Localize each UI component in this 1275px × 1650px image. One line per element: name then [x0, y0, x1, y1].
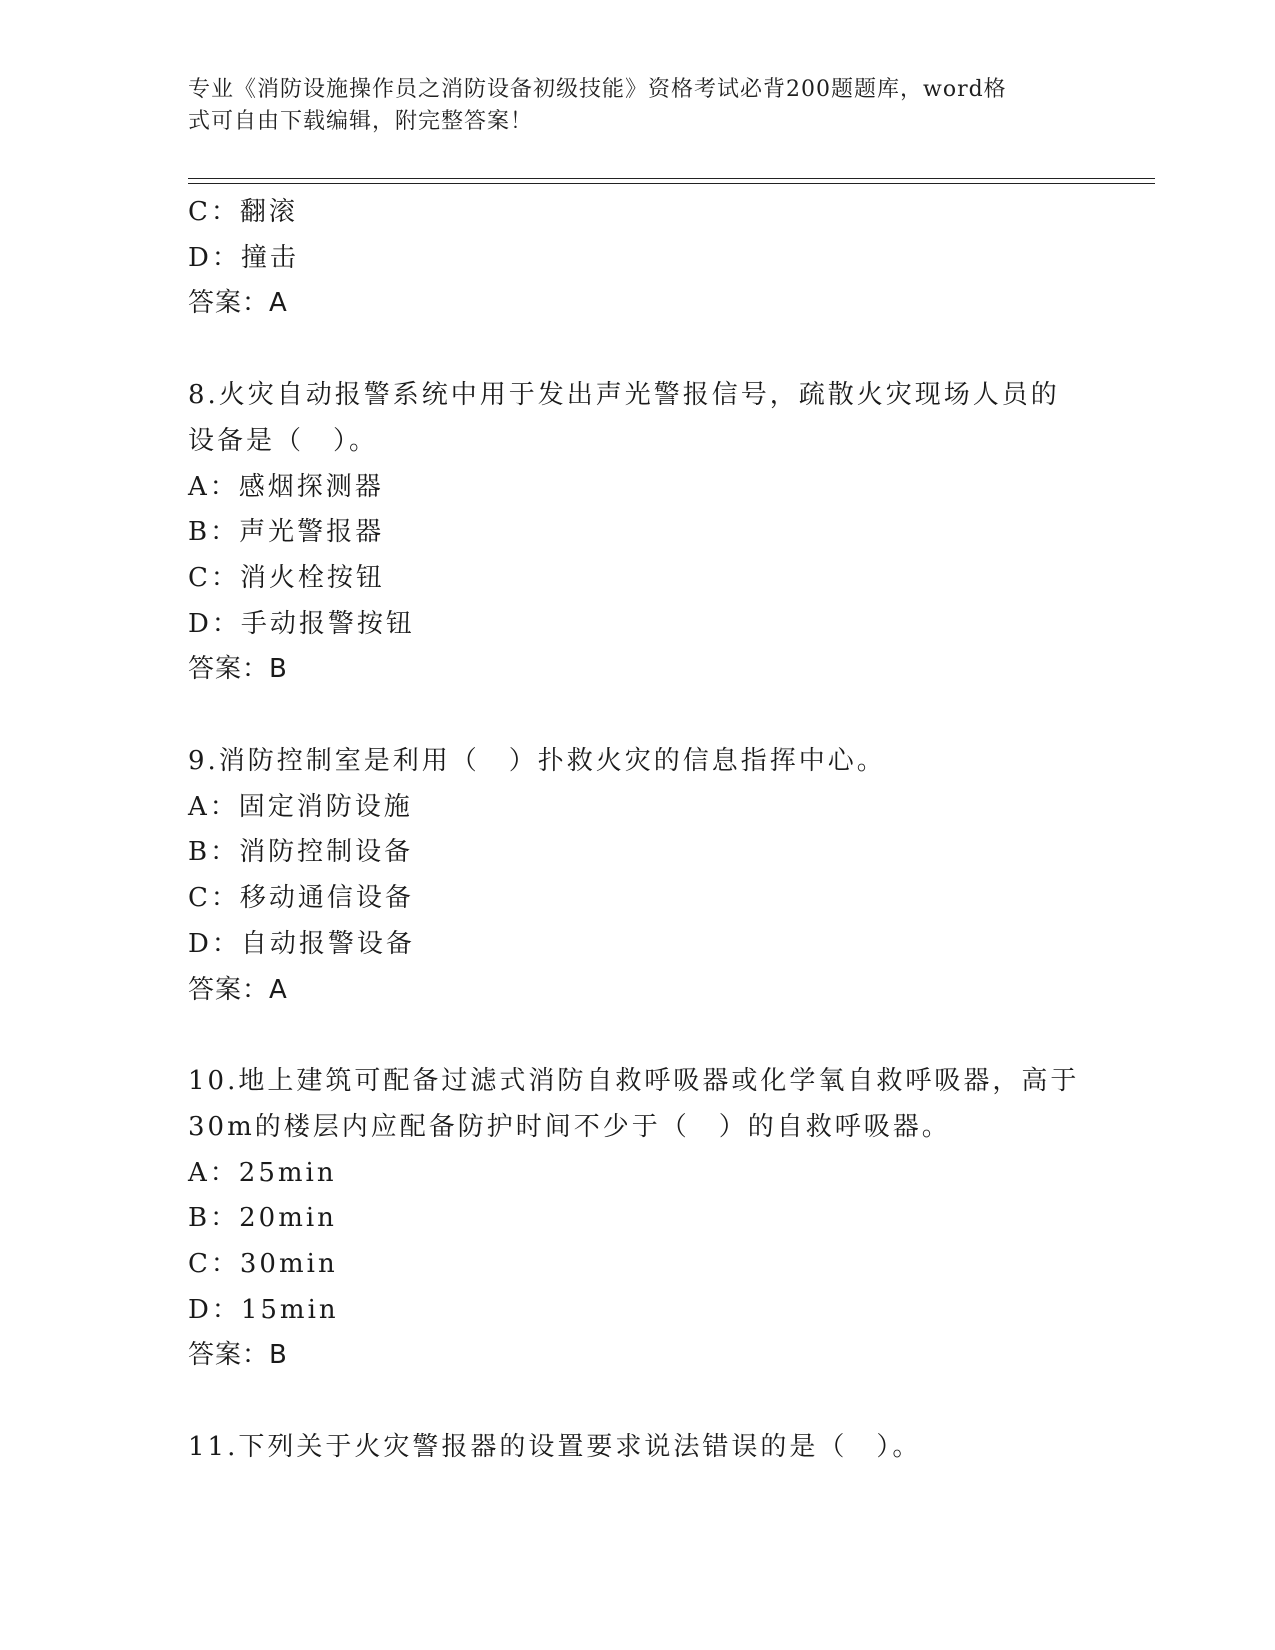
answer: 答案：B [188, 1340, 288, 1371]
question-block-continued [188, 190, 1088, 327]
option-b: B：20min [188, 1203, 337, 1234]
option-c: C：消火栓按钮 [188, 562, 385, 593]
option-c: C：30min [188, 1249, 338, 1280]
spacer [188, 1013, 1088, 1059]
answer: 答案：A [188, 974, 288, 1005]
header-line-1: 专业《消防设施操作员之消防设备初级技能》资格考试必背200题题库，word格 [188, 77, 1007, 102]
question-stem-line-1: 8.火灾自动报警系统中用于发出声光警报信号，疏散火灾现场人员的 [188, 380, 1060, 411]
option-d: D：自动报警设备 [188, 928, 415, 959]
header-line-2: 式可自由下载编辑，附完整答案！ [188, 109, 534, 134]
question-block-10 [188, 1059, 1088, 1379]
option-b: B：消防控制设备 [188, 837, 414, 868]
question-stem-line-2: 30m的楼层内应配备防护时间不少于（ ）的自救呼吸器。 [188, 1111, 951, 1142]
answer: 答案：A [188, 288, 288, 319]
option-a: A：固定消防设施 [188, 791, 413, 822]
question-block-8 [188, 373, 1088, 693]
option-a: A：感烟探测器 [188, 471, 384, 502]
option-b: B：声光警报器 [188, 517, 385, 548]
question-stem-line-1: 9.消防控制室是利用（ ）扑救火灾的信息指挥中心。 [188, 746, 886, 777]
question-stem-line-2: 设备是（ ）。 [188, 425, 379, 456]
header-divider-top [188, 178, 1155, 179]
option-d: D：撞击 [188, 242, 299, 273]
option-d: D：15min [188, 1294, 339, 1325]
spacer [188, 327, 1088, 373]
answer: 答案：B [188, 654, 288, 685]
option-c: C：移动通信设备 [188, 883, 414, 914]
question-block-11 [188, 1425, 1088, 1471]
question-stem-line-1: 11.下列关于火灾警报器的设置要求说法错误的是（ ）。 [188, 1432, 922, 1463]
spacer [188, 1379, 1088, 1425]
option-a: A：25min [188, 1157, 337, 1188]
option-d: D：手动报警按钮 [188, 608, 415, 639]
question-stem-line-1: 10.地上建筑可配备过滤式消防自救呼吸器或化学氧自救呼吸器，高于 [188, 1066, 1080, 1097]
question-block-9 [188, 739, 1088, 1013]
spacer [188, 693, 1088, 739]
header-divider-bottom [188, 183, 1155, 184]
document-header [188, 74, 1068, 138]
question-list [188, 190, 1088, 1471]
option-c: C：翻滚 [188, 197, 298, 227]
